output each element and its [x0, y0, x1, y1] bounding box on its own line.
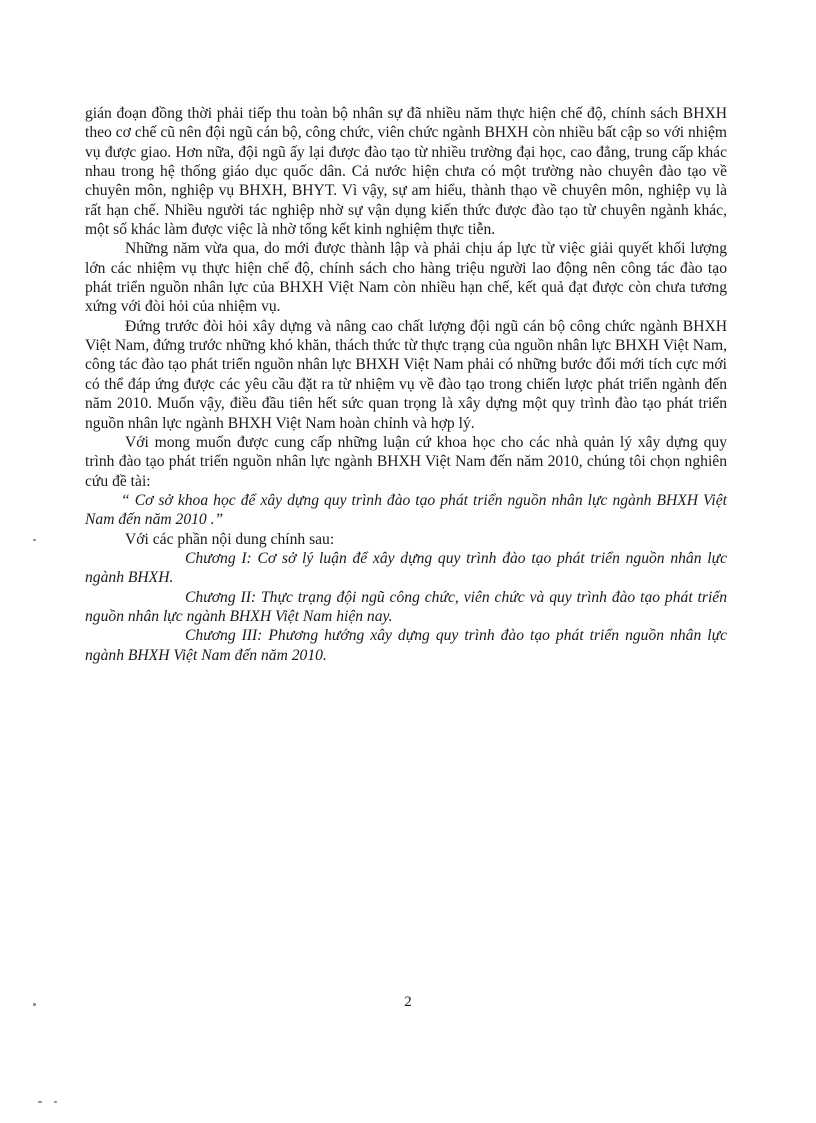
scan-speck [38, 1101, 42, 1103]
contents-intro: Với các phần nội dung chính sau: [125, 530, 335, 548]
page-number: 2 [404, 994, 412, 1010]
scan-speck [33, 539, 36, 541]
chapter-1-item: Chương I: Cơ sở lý luận để xây dựng quy trình đào tạo phát triển nguồn nhân lực ngành BHXH. [85, 549, 727, 587]
body-paragraph-3: Đứng trước đòi hỏi xây dựng và nâng cao chất lượng đội ngũ cán bộ công chức ngành BHXH Việt Nam, đứng trước những khó khăn, thách thức từ thực trạng của nguồn nhân lực BHXH Việt Nam, công tác đào tạo phát triển nguồn nhân lực BHXH Việt Nam phải có những bước đổi mới tích cực mới có thể đáp ứng được các yêu cầu đặt ra từ nhiệm vụ về đào tạo trong chiến lược phát triển ngành đến năm 2010. Muốn vậy, điều đầu tiên hết sức quan trọng là xây dựng một quy trình đào tạo phát triển nguồn nhân lực ngành BHXH Việt Nam hoàn chỉnh và hợp lý. [85, 317, 727, 432]
body-paragraph-4: Với mong muốn được cung cấp những luận cứ khoa học cho các nhà quản lý xây dựng quy trình đào tạo phát triển nguồn nhân lực ngành BHXH Việt Nam đến năm 2010, chúng tôi chọn nghiên cứu đề tài: [85, 433, 727, 490]
scan-speck [54, 1101, 57, 1103]
chapter-3-item: Chương III: Phương hướng xây dựng quy trình đào tạo phát triển nguồn nhân lực ngành BHXH Việt Nam đến năm 2010. [85, 627, 727, 664]
scan-speck [33, 1003, 36, 1006]
topic-title: “ Cơ sở khoa học để xây dựng quy trình đào tạo phát triển nguồn nhân lực ngành BHXH Việt Nam đến năm 2010 .” [85, 491, 727, 529]
chapter-2-item: Chương II: Thực trạng đội ngũ công chức, viên chức và quy trình đào tạo phát triển nguồn nhân lực ngành BHXH Việt Nam hiện nay. [85, 588, 727, 625]
document-body [85, 104, 727, 665]
body-paragraph-1: gián đoạn đồng thời phải tiếp thu toàn bộ nhân sự đã nhiều năm thực hiện chế độ, chính sách BHXH theo cơ chế cũ nên đội ngũ cán bộ, công chức, viên chức ngành BHXH còn nhiều bất cập so với nhiệm vụ được giao. Hơn nữa, đội ngũ ấy lại được đào tạo từ nhiều trường đại học, cao đẳng, trung cấp khác nhau trong hệ thống giáo dục quốc dân. Cả nước hiện chưa có một trường nào chuyên đào tạo về chuyên môn, nghiệp vụ BHXH, BHYT. Vì vậy, sự am hiểu, thành thạo về chuyên môn, nghiệp vụ là rất hạn chế. Nhiều người tác nghiệp nhờ sự vận dụng kiến thức được đào tạo từ chuyên ngành khác, một số khác làm được việc là nhờ tổng kết kinh nghiệm thực tiễn. [85, 105, 727, 239]
body-paragraph-2: Những năm vừa qua, do mới được thành lập và phải chịu áp lực từ việc giải quyết khối lượng lớn các nhiệm vụ thực hiện chế độ, chính sách cho hàng triệu người lao động nên công tác đào tạo phát triển nguồn nhân lực của BHXH Việt Nam còn nhiều hạn chế, kết quả đạt được còn chưa tương xứng với đòi hỏi của nhiệm vụ. [85, 240, 727, 316]
